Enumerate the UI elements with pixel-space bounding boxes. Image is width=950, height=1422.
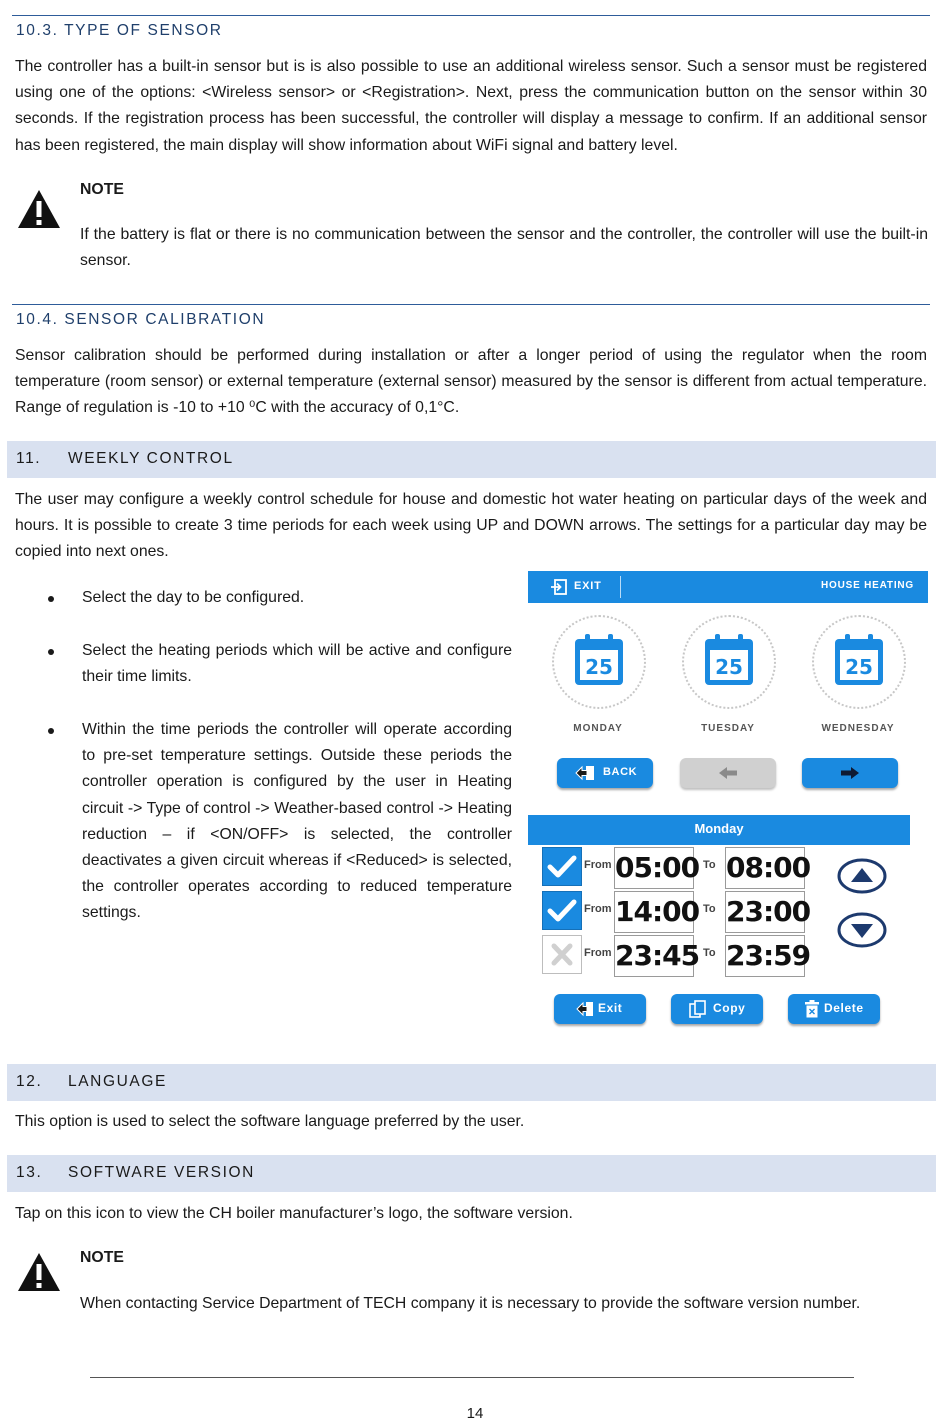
checkbox-checked[interactable] [542,847,582,886]
section-band-software-version [7,1155,936,1192]
screen-top-bar [528,571,928,603]
from-time-field[interactable]: 14:00 [614,891,694,933]
delete-button[interactable] [788,994,880,1024]
from-time-field[interactable]: 23:45 [614,935,694,977]
day-monday[interactable] [552,615,644,734]
calendar-number: 25 [715,655,743,679]
section-title: SOFTWARE VERSION [68,1164,255,1181]
copy-label: Copy [713,1001,746,1015]
day-label: WEDNESDAY [821,723,895,734]
arrow-right-icon [840,766,860,780]
day-tuesday[interactable] [682,615,774,734]
to-time-field[interactable]: 08:00 [725,847,805,889]
section-rule [12,304,930,305]
from-label: From [584,947,612,959]
calendar-number: 25 [845,655,873,679]
checkbox-checked[interactable] [542,891,582,930]
footer-rule [90,1377,854,1378]
back-icon [575,765,595,781]
paragraph-type-of-sensor: The controller has a built-in sensor but is is also possible to use an additional wireless sensor. Such a sensor must be registered using one of the options: <Wireless sensor> or <Registration>. Next, press the communication button on the sensor within 30 seconds. If the registration process has been successful, the controller will display a message to confirm. If an additional sensor has been registered, the main display will show information about WiFi signal and battery level. [15,58,927,154]
note-text: When contacting Service Department of TECH company it is necessary to provide the software version number. [80,1295,861,1312]
exit-icon[interactable] [550,578,568,596]
heading-type-of-sensor: 10.3. TYPE OF SENSOR [16,22,223,39]
bullet-dot [48,649,54,655]
warning-icon [16,1251,62,1293]
page-number: 14 [466,1405,484,1422]
day-title-bar [528,815,910,845]
to-label: To [703,903,716,915]
section-number: 11. [16,450,42,467]
checkbox-unchecked[interactable] [542,935,582,974]
calendar-icon [703,633,755,687]
exit-icon [576,1001,594,1017]
heading-sensor-calibration: 10.4. SENSOR CALIBRATION [16,311,266,328]
section-rule [12,15,930,16]
back-button[interactable] [557,758,653,788]
section-number: 13. [16,1164,43,1181]
from-time-field[interactable]: 05:00 [614,847,694,889]
down-arrow-button[interactable] [836,910,888,950]
trash-icon [804,1000,820,1018]
section-band-language [7,1064,936,1101]
to-label: To [703,859,716,871]
day-label: TUESDAY [701,723,755,734]
up-arrow-button[interactable] [836,856,888,896]
to-time-field[interactable]: 23:59 [725,935,805,977]
mode-title: HOUSE HEATING [821,580,914,591]
copy-icon [689,1000,707,1018]
top-exit-label[interactable]: EXIT [574,580,602,592]
paragraph-sensor-calibration: Sensor calibration should be performed during installation or after a longer period of using the regulator when the room temperature (room sensor) or external temperature (external sensor) measured by the sensor is different from actual temperature. Range of regulation is -10 to +10 ⁰C with the accuracy of 0,1°C. [15,347,927,417]
previous-button[interactable] [680,758,776,788]
paragraph-weekly-control: The user may configure a weekly control schedule for house and domestic hot water heating on particular days of the week and hours. It is possible to create 3 time periods for each week using UP and DOWN arrows. The settings for a particular day may be copied into next ones. [15,491,927,561]
calendar-icon [833,633,885,687]
exit-label: Exit [598,1001,623,1015]
section-title: WEEKLY CONTROL [68,450,234,467]
bullet-item: Select the day to be configured. [82,589,305,606]
section-title: LANGUAGE [68,1073,167,1090]
from-label: From [584,859,612,871]
copy-button[interactable] [671,994,763,1024]
day-circle [552,615,646,709]
day-circle [812,615,906,709]
section-band-weekly-control [7,441,936,478]
to-time-field[interactable]: 23:00 [725,891,805,933]
day-circle [682,615,776,709]
delete-label: Delete [824,1001,864,1015]
section-number: 12. [16,1073,43,1090]
bullet-dot [48,728,54,734]
note-title: NOTE [80,181,124,198]
bullet-item: Select the heating periods which will be active and configure their time limits. [82,642,512,686]
day-wednesday[interactable] [812,615,904,734]
exit-button[interactable] [554,994,646,1024]
arrow-left-icon [718,766,738,780]
next-button[interactable] [802,758,898,788]
calendar-number: 25 [585,655,613,679]
warning-icon [16,188,62,230]
day-title: Monday [694,821,744,836]
note-title: NOTE [80,1249,124,1266]
to-label: To [703,947,716,959]
calendar-icon [573,633,625,687]
paragraph-language: This option is used to select the software language preferred by the user. [15,1113,525,1130]
bullet-item: Within the time periods the controller will operate according to pre-set temperature settings. Outside these periods the controller operation is configured by the user in Heating circuit -> Type of control -> Weather-based control -> Heating reduction – if <ON/OFF> is selected, the controller deactivates a given circuit whereas if <Reduced> is selected, the controller operates according to reduced temperature settings. [82,721,512,922]
day-label: MONDAY [573,723,623,734]
bullet-dot [48,596,54,602]
paragraph-software-version: Tap on this icon to view the CH boiler manufacturer’s logo, the software version. [15,1205,573,1222]
note-text: If the battery is flat or there is no communication between the sensor and the controller, the controller will use the built-in sensor. [80,226,928,270]
back-label: BACK [603,766,638,778]
divider [620,576,621,598]
from-label: From [584,903,612,915]
